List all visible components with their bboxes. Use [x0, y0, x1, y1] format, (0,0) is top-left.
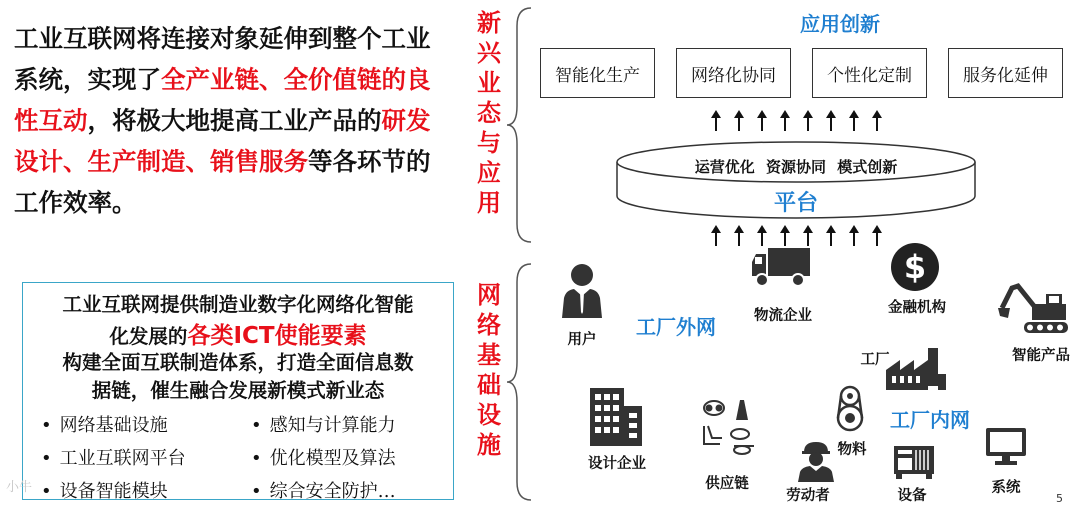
- list-item: • 综合安全防护…: [251, 477, 451, 503]
- label-system: 系统: [991, 480, 1021, 496]
- up-arrow-icon: [807, 232, 809, 246]
- intro-highlight-1: 全产业链、全价值链的良性互动: [14, 65, 431, 135]
- supply-chain-icon: [698, 396, 760, 456]
- brace-bottom: [505, 262, 535, 502]
- infobox-line-2-text: 化发展的: [109, 325, 188, 348]
- up-arrow-icon: [738, 232, 740, 246]
- label-worker: 劳动者: [786, 488, 830, 504]
- intro-paragraph: [14, 18, 454, 223]
- app-box-personalized: 个性化定制: [812, 48, 927, 98]
- app-box-service-extension: 服务化延伸: [948, 48, 1063, 98]
- monitor-icon: [984, 426, 1028, 466]
- up-arrow-icon: [853, 117, 855, 131]
- belt-gear-icon: [830, 384, 874, 434]
- inside-network-title: 工厂内网: [890, 408, 970, 432]
- up-arrow-icon: [876, 232, 878, 246]
- outside-network-title: 工厂外网: [636, 315, 716, 339]
- office-building-icon: [588, 386, 644, 448]
- platform-items: 运营优化 资源协同 模式创新: [694, 158, 898, 176]
- label-supply: 供应链: [705, 476, 749, 492]
- list-item: • 感知与计算能力: [251, 411, 451, 437]
- intro-text-3: 等各环节的工作效率。: [14, 147, 431, 217]
- label-finance: 金融机构: [888, 300, 946, 316]
- label-equipment: 设备: [897, 488, 927, 504]
- up-arrow-icon: [876, 117, 878, 131]
- platform-title: 平台: [773, 191, 818, 216]
- factory-icon: [884, 346, 948, 390]
- watermark: 小牛: [6, 480, 33, 495]
- up-arrow-icon: [807, 117, 809, 131]
- up-arrow-icon: [761, 232, 763, 246]
- intro-highlight-2: 研发设计、生产制造、销售服务: [14, 106, 431, 176]
- dollar-coin-icon: [890, 242, 940, 292]
- infobox-line-3: 构建全面互联制造体系，打造全面信息数: [62, 351, 414, 374]
- intro-text-2: ，将极大地提高工业产品的: [87, 106, 382, 135]
- label-design: 设计企业: [588, 456, 646, 472]
- list-item: • 设备智能模块: [41, 477, 251, 503]
- excavator-icon: [998, 282, 1070, 334]
- list-item: • 网络基础设施: [41, 411, 251, 437]
- user-icon: [560, 262, 604, 318]
- app-innovation-title: 应用创新: [800, 12, 880, 36]
- section-title-network: 网 络 基 础 设 施: [477, 281, 501, 459]
- up-arrow-icon: [738, 117, 740, 131]
- section-title-applications: 新 兴 业 态 与 应 用: [477, 9, 501, 217]
- label-user: 用户: [567, 332, 597, 348]
- app-box-smart-production: 智能化生产: [540, 48, 655, 98]
- enabler-list: [41, 411, 451, 503]
- infobox-highlight: 各类ICT使能要素: [187, 323, 367, 349]
- label-logistics: 物流企业: [754, 308, 812, 324]
- intro-text-1: 工业互联网将连接对象延伸到整个工业系统，实现了: [14, 24, 431, 94]
- infobox-line-4: 据链，催生融合发展新模式新业态: [91, 379, 385, 402]
- up-arrow-icon: [784, 117, 786, 131]
- equipment-icon: [892, 444, 936, 480]
- brace-top: [505, 6, 535, 244]
- up-arrow-icon: [853, 232, 855, 246]
- up-arrow-icon: [830, 232, 832, 246]
- truck-icon: [750, 246, 812, 288]
- list-item: • 工业互联网平台: [41, 444, 251, 470]
- infobox-line-2: [23, 317, 453, 350]
- label-smart-product: 智能产品: [1012, 348, 1070, 364]
- worker-icon: [796, 440, 836, 482]
- up-arrow-icon: [784, 232, 786, 246]
- infobox-line-1: 工业互联网提供制造业数字化网络化智能: [62, 293, 414, 316]
- svg-text:$: $: [903, 248, 927, 286]
- label-factory: 工厂: [860, 352, 890, 368]
- ict-enablers-box: [22, 282, 454, 500]
- up-arrow-icon: [761, 117, 763, 131]
- label-material: 物料: [837, 442, 867, 458]
- app-box-network-collab: 网络化协同: [676, 48, 791, 98]
- list-item: • 优化模型及算法: [251, 444, 451, 470]
- page-number: 5: [1056, 492, 1063, 505]
- up-arrow-icon: [830, 117, 832, 131]
- up-arrow-icon: [715, 232, 717, 246]
- up-arrow-icon: [715, 117, 717, 131]
